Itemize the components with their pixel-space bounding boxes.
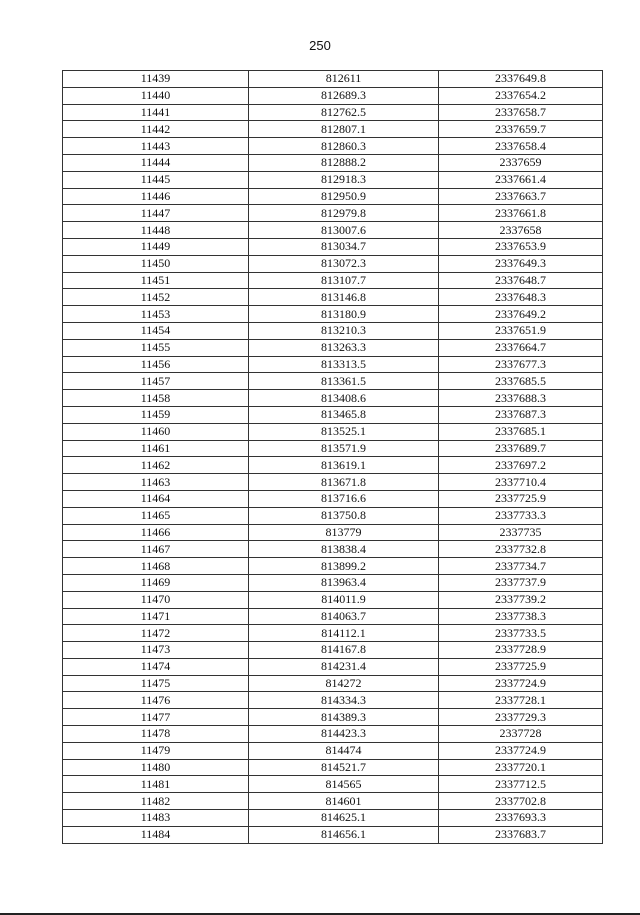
y-coordinate-cell: 2337725.9 — [439, 658, 603, 675]
y-coordinate-cell: 2337659 — [439, 154, 603, 171]
coordinates-table — [62, 70, 603, 844]
y-coordinate-cell: 2337688.3 — [439, 390, 603, 407]
table-row — [63, 591, 603, 608]
x-coordinate-cell: 813838.4 — [249, 541, 439, 558]
table-row — [63, 154, 603, 171]
y-coordinate-cell: 2337649.2 — [439, 306, 603, 323]
point-id-cell: 11479 — [63, 742, 249, 759]
point-id-cell: 11439 — [63, 71, 249, 88]
x-coordinate-cell: 813210.3 — [249, 322, 439, 339]
table-row — [63, 373, 603, 390]
table-row — [63, 709, 603, 726]
point-id-cell: 11467 — [63, 541, 249, 558]
point-id-cell: 11448 — [63, 222, 249, 239]
x-coordinate-cell: 814565 — [249, 776, 439, 793]
x-coordinate-cell: 812860.3 — [249, 138, 439, 155]
table-row — [63, 726, 603, 743]
table-row — [63, 642, 603, 659]
table-row — [63, 138, 603, 155]
x-coordinate-cell: 813007.6 — [249, 222, 439, 239]
table-row — [63, 474, 603, 491]
x-coordinate-cell: 814167.8 — [249, 642, 439, 659]
y-coordinate-cell: 2337728 — [439, 726, 603, 743]
y-coordinate-cell: 2337724.9 — [439, 742, 603, 759]
y-coordinate-cell: 2337661.4 — [439, 171, 603, 188]
point-id-cell: 11440 — [63, 87, 249, 104]
y-coordinate-cell: 2337737.9 — [439, 574, 603, 591]
point-id-cell: 11470 — [63, 591, 249, 608]
x-coordinate-cell: 812807.1 — [249, 121, 439, 138]
y-coordinate-cell: 2337685.1 — [439, 423, 603, 440]
x-coordinate-cell: 813571.9 — [249, 440, 439, 457]
y-coordinate-cell: 2337710.4 — [439, 474, 603, 491]
table-row — [63, 574, 603, 591]
table-row — [63, 524, 603, 541]
x-coordinate-cell: 814112.1 — [249, 625, 439, 642]
point-id-cell: 11445 — [63, 171, 249, 188]
table-row — [63, 625, 603, 642]
table-row — [63, 826, 603, 843]
y-coordinate-cell: 2337734.7 — [439, 558, 603, 575]
y-coordinate-cell: 2337683.7 — [439, 826, 603, 843]
table-row — [63, 793, 603, 810]
point-id-cell: 11460 — [63, 423, 249, 440]
point-id-cell: 11458 — [63, 390, 249, 407]
x-coordinate-cell: 814389.3 — [249, 709, 439, 726]
y-coordinate-cell: 2337729.3 — [439, 709, 603, 726]
table-row — [63, 390, 603, 407]
table-row — [63, 87, 603, 104]
x-coordinate-cell: 814601 — [249, 793, 439, 810]
table-row — [63, 507, 603, 524]
x-coordinate-cell: 812979.8 — [249, 205, 439, 222]
point-id-cell: 11449 — [63, 238, 249, 255]
y-coordinate-cell: 2337648.3 — [439, 289, 603, 306]
y-coordinate-cell: 2337702.8 — [439, 793, 603, 810]
x-coordinate-cell: 813465.8 — [249, 406, 439, 423]
x-coordinate-cell: 812689.3 — [249, 87, 439, 104]
point-id-cell: 11463 — [63, 474, 249, 491]
coordinates-table-wrapper — [62, 70, 602, 844]
point-id-cell: 11452 — [63, 289, 249, 306]
table-row — [63, 121, 603, 138]
point-id-cell: 11465 — [63, 507, 249, 524]
table-row — [63, 322, 603, 339]
x-coordinate-cell: 813750.8 — [249, 507, 439, 524]
table-row — [63, 104, 603, 121]
point-id-cell: 11451 — [63, 272, 249, 289]
point-id-cell: 11478 — [63, 726, 249, 743]
y-coordinate-cell: 2337693.3 — [439, 810, 603, 827]
table-row — [63, 306, 603, 323]
y-coordinate-cell: 2337687.3 — [439, 406, 603, 423]
y-coordinate-cell: 2337733.3 — [439, 507, 603, 524]
table-row — [63, 558, 603, 575]
page-number: 250 — [309, 38, 331, 53]
y-coordinate-cell: 2337658.7 — [439, 104, 603, 121]
y-coordinate-cell: 2337661.8 — [439, 205, 603, 222]
table-row — [63, 238, 603, 255]
x-coordinate-cell: 814011.9 — [249, 591, 439, 608]
table-row — [63, 289, 603, 306]
point-id-cell: 11441 — [63, 104, 249, 121]
table-row — [63, 608, 603, 625]
y-coordinate-cell: 2337659.7 — [439, 121, 603, 138]
x-coordinate-cell: 814521.7 — [249, 759, 439, 776]
point-id-cell: 11472 — [63, 625, 249, 642]
x-coordinate-cell: 812611 — [249, 71, 439, 88]
table-row — [63, 222, 603, 239]
y-coordinate-cell: 2337735 — [439, 524, 603, 541]
point-id-cell: 11464 — [63, 490, 249, 507]
table-row — [63, 810, 603, 827]
y-coordinate-cell: 2337677.3 — [439, 356, 603, 373]
point-id-cell: 11459 — [63, 406, 249, 423]
x-coordinate-cell: 813263.3 — [249, 339, 439, 356]
point-id-cell: 11468 — [63, 558, 249, 575]
table-row — [63, 356, 603, 373]
point-id-cell: 11444 — [63, 154, 249, 171]
point-id-cell: 11481 — [63, 776, 249, 793]
y-coordinate-cell: 2337738.3 — [439, 608, 603, 625]
x-coordinate-cell: 813963.4 — [249, 574, 439, 591]
table-row — [63, 440, 603, 457]
point-id-cell: 11446 — [63, 188, 249, 205]
y-coordinate-cell: 2337725.9 — [439, 490, 603, 507]
table-row — [63, 255, 603, 272]
point-id-cell: 11453 — [63, 306, 249, 323]
x-coordinate-cell: 813716.6 — [249, 490, 439, 507]
point-id-cell: 11461 — [63, 440, 249, 457]
y-coordinate-cell: 2337697.2 — [439, 457, 603, 474]
table-row — [63, 272, 603, 289]
x-coordinate-cell: 813671.8 — [249, 474, 439, 491]
y-coordinate-cell: 2337649.3 — [439, 255, 603, 272]
table-row — [63, 759, 603, 776]
x-coordinate-cell: 813899.2 — [249, 558, 439, 575]
x-coordinate-cell: 813779 — [249, 524, 439, 541]
x-coordinate-cell: 813146.8 — [249, 289, 439, 306]
x-coordinate-cell: 814334.3 — [249, 692, 439, 709]
table-row — [63, 339, 603, 356]
y-coordinate-cell: 2337732.8 — [439, 541, 603, 558]
table-row — [63, 541, 603, 558]
point-id-cell: 11476 — [63, 692, 249, 709]
y-coordinate-cell: 2337733.5 — [439, 625, 603, 642]
x-coordinate-cell: 813034.7 — [249, 238, 439, 255]
table-row — [63, 692, 603, 709]
y-coordinate-cell: 2337658 — [439, 222, 603, 239]
x-coordinate-cell: 813107.7 — [249, 272, 439, 289]
y-coordinate-cell: 2337664.7 — [439, 339, 603, 356]
x-coordinate-cell: 813180.9 — [249, 306, 439, 323]
y-coordinate-cell: 2337663.7 — [439, 188, 603, 205]
y-coordinate-cell: 2337739.2 — [439, 591, 603, 608]
y-coordinate-cell: 2337654.2 — [439, 87, 603, 104]
y-coordinate-cell: 2337648.7 — [439, 272, 603, 289]
x-coordinate-cell: 813525.1 — [249, 423, 439, 440]
y-coordinate-cell: 2337651.9 — [439, 322, 603, 339]
y-coordinate-cell: 2337720.1 — [439, 759, 603, 776]
y-coordinate-cell: 2337653.9 — [439, 238, 603, 255]
point-id-cell: 11457 — [63, 373, 249, 390]
table-row — [63, 776, 603, 793]
point-id-cell: 11473 — [63, 642, 249, 659]
y-coordinate-cell: 2337712.5 — [439, 776, 603, 793]
x-coordinate-cell: 814474 — [249, 742, 439, 759]
point-id-cell: 11475 — [63, 675, 249, 692]
x-coordinate-cell: 814656.1 — [249, 826, 439, 843]
x-coordinate-cell: 813313.5 — [249, 356, 439, 373]
point-id-cell: 11477 — [63, 709, 249, 726]
point-id-cell: 11480 — [63, 759, 249, 776]
point-id-cell: 11483 — [63, 810, 249, 827]
x-coordinate-cell: 812950.9 — [249, 188, 439, 205]
table-row — [63, 742, 603, 759]
y-coordinate-cell: 2337649.8 — [439, 71, 603, 88]
coordinates-table-body — [63, 71, 603, 844]
x-coordinate-cell: 814625.1 — [249, 810, 439, 827]
point-id-cell: 11462 — [63, 457, 249, 474]
x-coordinate-cell: 813361.5 — [249, 373, 439, 390]
x-coordinate-cell: 814272 — [249, 675, 439, 692]
table-row — [63, 188, 603, 205]
point-id-cell: 11482 — [63, 793, 249, 810]
table-row — [63, 71, 603, 88]
y-coordinate-cell: 2337658.4 — [439, 138, 603, 155]
point-id-cell: 11442 — [63, 121, 249, 138]
point-id-cell: 11471 — [63, 608, 249, 625]
y-coordinate-cell: 2337728.9 — [439, 642, 603, 659]
table-row — [63, 490, 603, 507]
table-row — [63, 675, 603, 692]
x-coordinate-cell: 813072.3 — [249, 255, 439, 272]
x-coordinate-cell: 812918.3 — [249, 171, 439, 188]
point-id-cell: 11450 — [63, 255, 249, 272]
table-row — [63, 457, 603, 474]
point-id-cell: 11455 — [63, 339, 249, 356]
point-id-cell: 11447 — [63, 205, 249, 222]
x-coordinate-cell: 813408.6 — [249, 390, 439, 407]
point-id-cell: 11469 — [63, 574, 249, 591]
point-id-cell: 11443 — [63, 138, 249, 155]
point-id-cell: 11484 — [63, 826, 249, 843]
x-coordinate-cell: 814231.4 — [249, 658, 439, 675]
x-coordinate-cell: 814423.3 — [249, 726, 439, 743]
table-row — [63, 423, 603, 440]
y-coordinate-cell: 2337685.5 — [439, 373, 603, 390]
y-coordinate-cell: 2337728.1 — [439, 692, 603, 709]
x-coordinate-cell: 812762.5 — [249, 104, 439, 121]
point-id-cell: 11454 — [63, 322, 249, 339]
table-row — [63, 658, 603, 675]
x-coordinate-cell: 813619.1 — [249, 457, 439, 474]
point-id-cell: 11474 — [63, 658, 249, 675]
y-coordinate-cell: 2337689.7 — [439, 440, 603, 457]
x-coordinate-cell: 812888.2 — [249, 154, 439, 171]
table-row — [63, 171, 603, 188]
point-id-cell: 11456 — [63, 356, 249, 373]
point-id-cell: 11466 — [63, 524, 249, 541]
table-row — [63, 406, 603, 423]
y-coordinate-cell: 2337724.9 — [439, 675, 603, 692]
x-coordinate-cell: 814063.7 — [249, 608, 439, 625]
table-row — [63, 205, 603, 222]
